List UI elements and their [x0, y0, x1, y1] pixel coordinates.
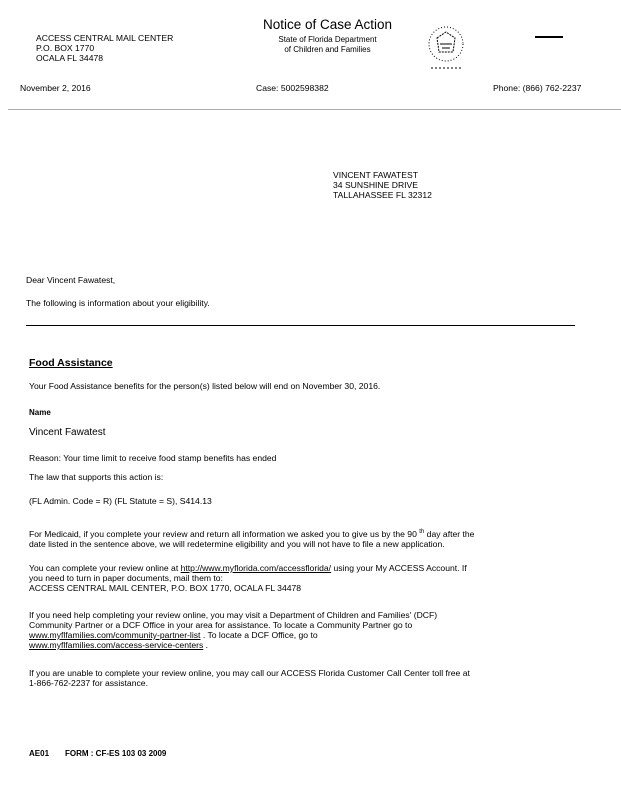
call-paragraph — [29, 668, 470, 688]
recipient-line: 34 SUNSHINE DRIVE — [333, 180, 419, 190]
sender-line: ACCESS CENTRAL MAIL CENTER — [36, 33, 174, 43]
law-citation: (FL Admin. Code = R) (FL Statute = S), S414.13 — [29, 496, 212, 506]
text: You can complete your review online at — [29, 563, 181, 573]
recipient-line: VINCENT FAWATEST — [333, 170, 418, 180]
medicaid-paragraph — [29, 527, 474, 549]
text: . — [203, 640, 209, 650]
name-label: Name — [29, 408, 51, 417]
greeting: Dear Vincent Fawatest, — [26, 275, 116, 285]
state-seal-icon — [425, 22, 467, 72]
text: . To locate a DCF Office, go to — [200, 630, 318, 640]
phone-number: Phone: (866) 762-2237 — [493, 83, 582, 93]
text: Community Partner or a DCF Office in your area for assistance. To locate a Community Partner go to — [29, 620, 413, 630]
notice-date: November 2, 2016 — [20, 83, 91, 93]
service-centers-link[interactable]: www.myflfamilies.com/access-service-centers — [29, 640, 204, 650]
department-line: State of Florida Department — [278, 35, 377, 44]
section-heading: Food Assistance — [29, 357, 113, 369]
footer-form: FORM : CF-ES 103 03 2009 — [65, 749, 167, 758]
sender-line: OCALA FL 34478 — [36, 53, 104, 63]
community-partner-link[interactable]: www.myflfamilies.com/community-partner-list — [29, 630, 201, 640]
text: If you are unable to complete your review online, you may call our ACCESS Florida Customer Call Center toll free at — [29, 668, 470, 678]
text: you need to turn in paper documents, mail them to: — [29, 573, 223, 583]
recipient-line: TALLAHASSEE FL 32312 — [333, 190, 432, 200]
department — [255, 35, 400, 55]
sender-line: P.O. BOX 1770 — [36, 43, 95, 53]
text: day after the — [424, 528, 475, 539]
footer-code: AE01 — [29, 749, 50, 758]
text: using your My ACCESS Account. If — [331, 563, 467, 573]
accessflorida-link[interactable]: http://www.myflorida.com/accessflorida/ — [180, 563, 332, 573]
online-paragraph — [29, 563, 467, 593]
intro: The following is information about your eligibility. — [26, 298, 210, 308]
sender-address — [36, 33, 173, 63]
law-label: The law that supports this action is: — [29, 472, 164, 482]
superscript: th — [419, 529, 425, 535]
help-paragraph — [29, 610, 437, 650]
reason: Reason: Your time limit to receive food stamp benefits has ended — [29, 453, 277, 463]
notice-title: Notice of Case Action — [262, 17, 393, 32]
case-number: Case: 5002598382 — [256, 83, 329, 93]
recipient-address — [333, 170, 432, 200]
benefit-summary: Your Food Assistance benefits for the person(s) listed below will end on November 30, 2016. — [29, 381, 381, 391]
person-name: Vincent Fawatest — [29, 427, 106, 438]
text: ACCESS CENTRAL MAIL CENTER, P.O. BOX 1770, OCALA FL 34478 — [29, 583, 302, 593]
header-divider — [8, 109, 621, 110]
header-dash — [535, 36, 563, 38]
text: If you need help completing your review online, you may visit a Department of Children and Families' (DCF) — [29, 610, 438, 620]
text: 1-866-762-2237 for assistance. — [29, 678, 148, 688]
text: date listed in the sentence above, we will redetermine eligibility and you will not have to file a new application. — [29, 538, 445, 549]
section-divider — [26, 325, 575, 326]
department-line: of Children and Families — [284, 45, 371, 54]
text: For Medicaid, if you complete your review and return all information we asked you to give us by the 90 — [29, 528, 420, 539]
